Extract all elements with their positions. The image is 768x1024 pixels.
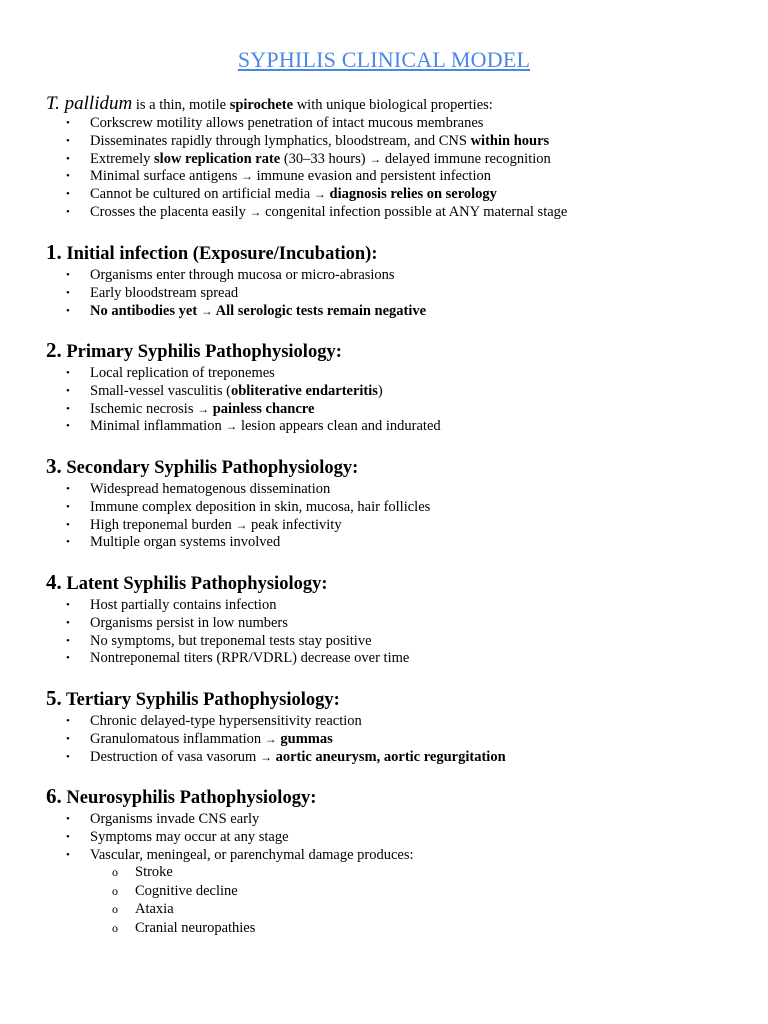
bullet-text: Multiple organ systems involved xyxy=(90,534,281,551)
bullet-marker: • xyxy=(66,750,70,763)
bullet-text: ) xyxy=(377,382,383,399)
section-heading-text: Latent Syphilis Pathophysiology: xyxy=(61,574,328,594)
bullet-bold-text: slow replication rate xyxy=(154,150,281,167)
sub-bullet-item xyxy=(0,900,255,919)
bullet-item xyxy=(0,811,414,829)
section-heading-1 xyxy=(46,240,378,265)
bullet-text: (30–33 hours) xyxy=(280,150,370,167)
section-number: 6. xyxy=(46,784,62,808)
bullet-text: Symptoms may occur at any stage xyxy=(90,828,289,845)
bullet-item xyxy=(0,517,430,535)
arrow-icon: → xyxy=(249,204,262,219)
intro-bullet-list xyxy=(0,115,567,222)
bullet-text: Organisms invade CNS early xyxy=(90,811,260,827)
section-3-bullet-list xyxy=(0,481,430,552)
bullet-text: Minimal surface antigens xyxy=(90,168,241,185)
bullet-marker: • xyxy=(66,536,70,549)
arrow-icon: → xyxy=(259,749,272,764)
bullet-text: congenital infection possible at ANY maternal stage xyxy=(261,203,568,220)
section-heading-6 xyxy=(46,784,316,809)
bullet-item xyxy=(0,650,409,668)
bullet-marker: • xyxy=(66,715,70,727)
bullet-text: Widespread hematogenous dissemination xyxy=(90,481,331,497)
section-6-bullet-list xyxy=(0,811,414,864)
bullet-item xyxy=(0,151,567,169)
bullet-text: peak infectivity xyxy=(247,516,342,533)
bullet-text: Small-vessel vasculitis ( xyxy=(90,382,231,399)
sub-bullet-text: Ataxia xyxy=(135,901,174,918)
bullet-text: Granulomatous inflammation xyxy=(90,730,265,747)
bullet-marker: • xyxy=(66,205,70,218)
sub-bullet-item xyxy=(0,863,255,882)
bullet-item xyxy=(0,418,441,436)
bullet-text: Extremely xyxy=(90,150,155,167)
bullet-marker: • xyxy=(66,367,70,379)
bullet-marker: • xyxy=(66,304,70,317)
bullet-text: lesion appears clean and indurated xyxy=(237,418,441,435)
bullet-text: Early bloodstream spread xyxy=(90,284,239,301)
sub-bullet-marker: o xyxy=(112,902,118,917)
bullet-item xyxy=(0,204,567,222)
sub-bullet-text: Cranial neuropathies xyxy=(135,919,256,936)
bullet-item xyxy=(0,267,426,285)
section-5-bullet-list xyxy=(0,713,506,766)
bullet-bold-text: aortic aneurysm, aortic regurgitation xyxy=(271,748,506,765)
bullet-bold-text: within hours xyxy=(470,132,550,149)
bullet-item xyxy=(0,713,506,731)
bullet-marker: • xyxy=(66,848,70,861)
bullet-bold-text: All serologic tests remain negative xyxy=(212,302,427,319)
section-2-bullet-list xyxy=(0,365,441,436)
bullet-marker: • xyxy=(66,269,70,281)
bullet-text: No symptoms, but treponemal tests stay positive xyxy=(90,632,372,649)
bullet-item xyxy=(0,499,430,517)
sub-bullet-marker: o xyxy=(112,865,118,879)
bullet-marker: • xyxy=(66,732,70,745)
arrow-icon: → xyxy=(241,169,253,184)
arrow-icon: → xyxy=(200,303,213,318)
bullet-marker: • xyxy=(66,616,70,629)
section-heading-text: Initial infection (Exposure/Incubation): xyxy=(61,244,378,264)
section-heading-text: Neurosyphilis Pathophysiology: xyxy=(61,788,317,808)
bullet-marker: • xyxy=(66,420,70,433)
bullet-item xyxy=(0,829,414,847)
bullet-marker: • xyxy=(66,152,70,165)
bullet-text: delayed immune recognition xyxy=(381,150,551,167)
bullet-text: Disseminates rapidly through lymphatics, bloodstream, and CNS xyxy=(90,132,471,149)
intro-bold-term: spirochete xyxy=(229,97,294,113)
bullet-item xyxy=(0,168,567,186)
bullet-marker: • xyxy=(66,483,70,495)
neuro-manifestations-list xyxy=(0,863,255,937)
bullet-item xyxy=(0,401,441,419)
bullet-bold-text: obliterative endarteritis xyxy=(230,382,378,399)
arrow-icon: → xyxy=(235,517,248,532)
bullet-item xyxy=(0,365,441,383)
section-4-bullet-list xyxy=(0,597,409,668)
bullet-marker: • xyxy=(66,134,70,147)
bullet-item xyxy=(0,633,409,651)
bullet-marker: • xyxy=(66,813,70,825)
bullet-bold-text: diagnosis relies on serology xyxy=(325,186,497,203)
bullet-text: Vascular, meningeal, or parenchymal damage produces: xyxy=(90,846,414,863)
bullet-text: immune evasion and persistent infection xyxy=(253,168,491,185)
bullet-text: Destruction of vasa vasorum xyxy=(90,748,260,765)
bullet-item xyxy=(0,615,409,633)
bullet-item xyxy=(0,383,441,401)
bullet-item xyxy=(0,133,567,151)
intro-text-a: is a thin, motile xyxy=(132,97,230,113)
bullet-item xyxy=(0,597,409,615)
bullet-item xyxy=(0,285,426,303)
bullet-marker: • xyxy=(66,170,70,183)
bullet-text: High treponemal burden xyxy=(90,516,236,533)
bullet-text: Immune complex deposition in skin, mucosa, hair follicles xyxy=(90,498,431,515)
section-number: 5. xyxy=(46,686,62,710)
bullet-text: Organisms enter through mucosa or micro-abrasions xyxy=(90,267,395,283)
bullet-text: Crosses the placenta easily xyxy=(90,203,250,220)
sub-bullet-marker: o xyxy=(112,920,118,935)
bullet-marker: • xyxy=(66,188,70,201)
bullet-item xyxy=(0,847,414,865)
section-1-bullet-list xyxy=(0,267,426,320)
bullet-bold-text: No antibodies yet xyxy=(90,302,201,319)
bullet-marker: • xyxy=(66,652,70,665)
bullet-text: Organisms persist in low numbers xyxy=(90,614,288,631)
bullet-marker: • xyxy=(66,634,70,647)
section-number: 4. xyxy=(46,570,62,594)
bullet-text: Local replication of treponemes xyxy=(90,365,275,381)
arrow-icon: → xyxy=(369,151,382,166)
sub-bullet-text: Cognitive decline xyxy=(135,882,238,899)
arrow-icon: → xyxy=(225,419,238,434)
bullet-text: Chronic delayed-type hypersensitivity reaction xyxy=(90,713,362,729)
bullet-item xyxy=(0,303,426,321)
arrow-icon: → xyxy=(197,401,210,416)
bullet-text: Host partially contains infection xyxy=(90,597,277,613)
bullet-marker: • xyxy=(66,830,70,843)
sub-bullet-item xyxy=(0,882,255,901)
bullet-text: Corkscrew motility allows penetration of intact mucous membranes xyxy=(90,115,484,131)
bullet-item xyxy=(0,534,430,552)
bullet-marker: • xyxy=(66,599,70,611)
bullet-item xyxy=(0,731,506,749)
bullet-text: Nontreponemal titers (RPR/VDRL) decrease over time xyxy=(90,650,410,667)
organism-name: T. pallidum xyxy=(46,93,133,114)
section-heading-5 xyxy=(46,686,340,711)
bullet-marker: • xyxy=(66,500,70,513)
section-number: 1. xyxy=(46,240,62,264)
bullet-item xyxy=(0,481,430,499)
sub-bullet-item xyxy=(0,919,255,938)
bullet-marker: • xyxy=(66,384,70,397)
arrow-icon: → xyxy=(264,731,277,746)
arrow-icon: → xyxy=(313,187,326,202)
bullet-marker: • xyxy=(66,286,70,299)
bullet-item xyxy=(0,115,567,133)
section-heading-2 xyxy=(46,338,342,363)
bullet-text: Cannot be cultured on artificial media xyxy=(90,186,314,203)
section-heading-4 xyxy=(46,570,328,595)
bullet-text: Minimal inflammation xyxy=(90,418,226,435)
section-number: 2. xyxy=(46,338,62,362)
section-heading-text: Tertiary Syphilis Pathophysiology: xyxy=(61,690,340,710)
bullet-marker: • xyxy=(66,518,70,531)
bullet-item xyxy=(0,749,506,767)
intro-line xyxy=(46,92,493,117)
bullet-marker: • xyxy=(66,402,70,415)
section-number: 3. xyxy=(46,454,62,478)
bullet-item xyxy=(0,186,567,204)
bullet-bold-text: gummas xyxy=(276,730,333,747)
document-title: SYPHILIS CLINICAL MODEL xyxy=(237,47,531,72)
bullet-text: Ischemic necrosis xyxy=(90,400,198,417)
section-heading-text: Primary Syphilis Pathophysiology: xyxy=(61,342,342,362)
bullet-bold-text: painless chancre xyxy=(209,400,315,417)
bullet-marker: • xyxy=(66,117,70,129)
section-heading-3 xyxy=(46,454,358,479)
sub-bullet-marker: o xyxy=(112,883,118,898)
intro-text-b: with unique biological properties: xyxy=(293,97,493,113)
section-heading-text: Secondary Syphilis Pathophysiology: xyxy=(61,458,359,478)
sub-bullet-text: Stroke xyxy=(135,864,173,880)
